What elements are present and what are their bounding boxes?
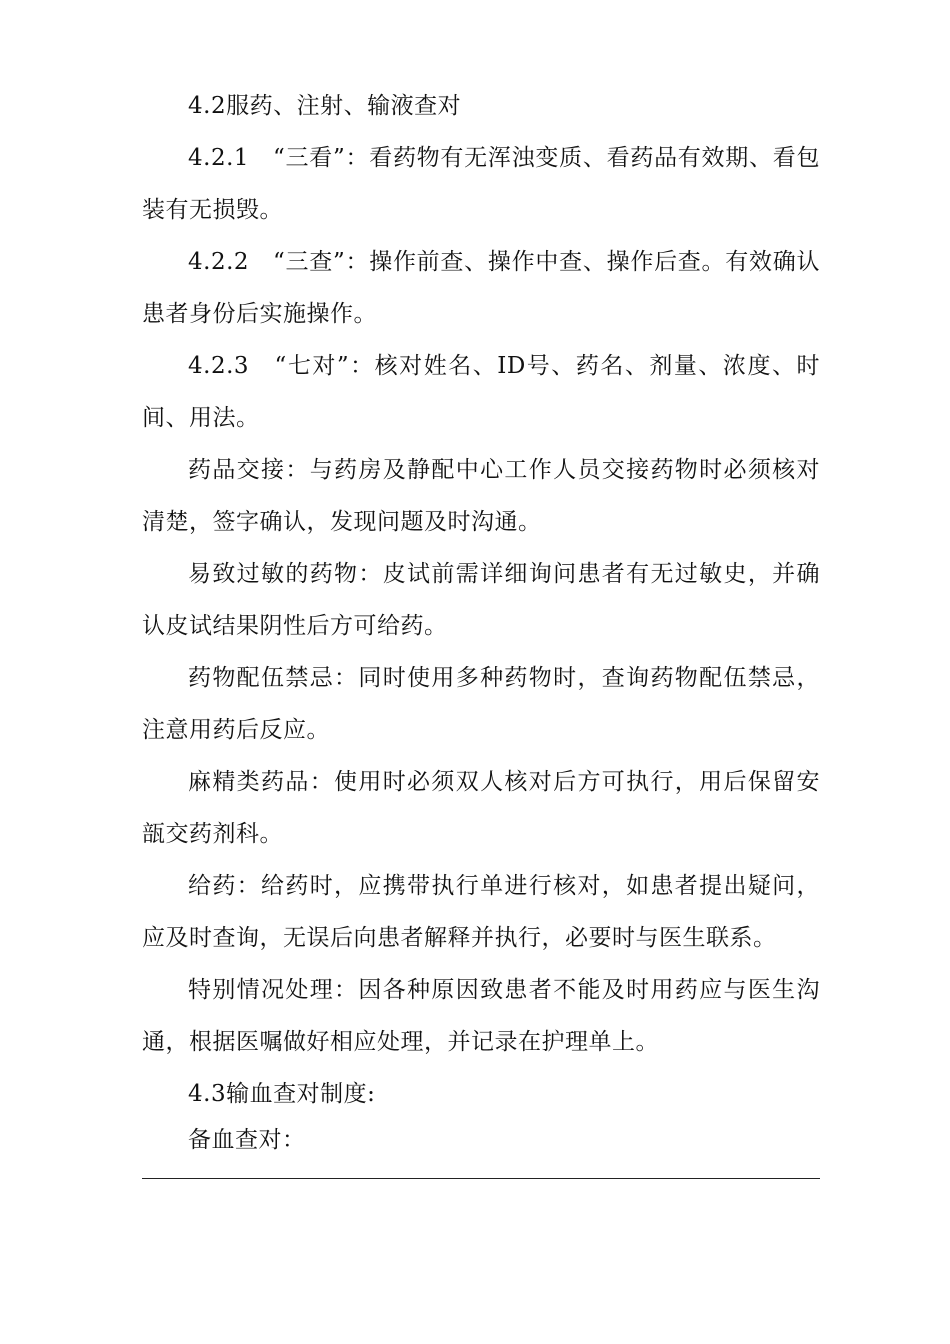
paragraph-4-2-3: 4.2.3 “七对”：核对姓名、ID号、药名、剂量、浓度、时间、用法。 (142, 353, 820, 431)
section-heading-4-2: 4.2服药、注射、输液查对 (188, 93, 462, 119)
paragraph-narcotic-drugs: 麻精类药品：使用时必须双人核对后方可执行，用后保留安瓿交药剂科。 (142, 769, 820, 847)
paragraph-4-2-2: 4.2.2 “三查”：操作前查、操作中查、操作后查。有效确认患者身份后实施操作。 (142, 249, 820, 327)
paragraph-drug-handover: 药品交接：与药房及静配中心工作人员交接药物时必须核对清楚，签字确认，发现问题及时沟通。 (142, 457, 820, 535)
paragraph-special-cases: 特别情况处理：因各种原因致患者不能及时用药应与医生沟通，根据医嘱做好相应处理，并记录在护理单上。 (142, 977, 820, 1055)
document-body (142, 80, 820, 1166)
paragraph-allergy-drugs: 易致过敏的药物：皮试前需详细询问患者有无过敏史，并确认皮试结果阴性后方可给药。 (142, 561, 820, 639)
section-heading-4-3: 4.3输血查对制度: (188, 1081, 376, 1107)
paragraph-incompatibility: 药物配伍禁忌：同时使用多种药物时，查询药物配伍禁忌，注意用药后反应。 (142, 665, 820, 743)
footer-divider (142, 1178, 820, 1179)
paragraph-administration: 给药：给药时，应携带执行单进行核对，如患者提出疑问，应及时查询，无误后向患者解释并执行，必要时与医生联系。 (142, 873, 820, 951)
paragraph-blood-prep-check: 备血查对： (188, 1127, 306, 1153)
paragraph-4-2-1: 4.2.1 “三看”：看药物有无浑浊变质、看药品有效期、看包装有无损毁。 (142, 145, 820, 223)
